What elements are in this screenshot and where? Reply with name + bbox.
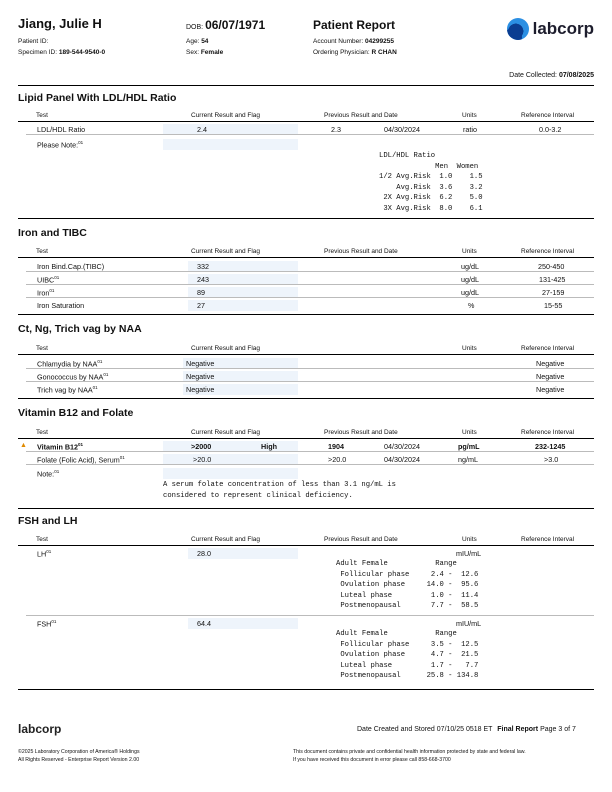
- test-name: LDL/HDL Ratio: [37, 125, 86, 134]
- table-row: [18, 454, 594, 464]
- note-sup: 01: [78, 140, 84, 145]
- row-line: [26, 297, 594, 298]
- table-header-line: [18, 121, 594, 122]
- col-current: Current Result and Flag: [191, 429, 261, 436]
- reference-interval: 27-159: [542, 288, 565, 297]
- col-units: Units: [462, 536, 477, 543]
- header-divider: [18, 85, 594, 86]
- ordering-physician: [313, 49, 397, 56]
- test-name-text: Chlamydia by NAA: [37, 359, 98, 369]
- result-shade: [163, 468, 298, 479]
- report-title: Patient Report: [313, 18, 396, 32]
- age-label: Age:: [186, 38, 200, 45]
- test-name: [37, 619, 56, 628]
- col-test: Test: [36, 345, 48, 352]
- test-name: Iron Saturation: [37, 301, 85, 310]
- previous-date: 04/30/2024: [384, 125, 420, 134]
- test-sup: 01: [49, 288, 55, 293]
- dob-value: 06/07/1971: [205, 18, 266, 32]
- report-header: [18, 16, 594, 64]
- ldl-hdl-risk-table: LDL/HDL Ratio Men Women 1/2 Avg.Risk 1.0 1.5 Avg.Risk 3.6 3.2 2X Avg.Risk 6.2 5.0 3X Avg.Risk 8.0 6.1: [379, 152, 483, 213]
- folate-note: A serum folate concentration of less than 3.1 ng/mL is considered to represent clinical deficiency.: [163, 481, 396, 500]
- col-ref: Reference Interval: [521, 345, 575, 352]
- test-name: [37, 372, 108, 381]
- col-previous: Previous Result and Date: [324, 248, 398, 255]
- table-row: [18, 384, 594, 394]
- section-title: Ct, Ng, Trich vag by NAA: [18, 323, 142, 335]
- copyright-line-2: All Rights Reserved - Enterprise Report Version 2.00: [18, 757, 140, 763]
- dob: [186, 18, 265, 32]
- note-row: [18, 468, 594, 478]
- test-name: [37, 359, 102, 368]
- test-name: [37, 455, 125, 464]
- current-result: 243: [197, 275, 209, 284]
- current-result: >2000: [191, 442, 212, 451]
- test-name: Iron Bind.Cap.(TIBC): [37, 262, 105, 271]
- col-previous: Previous Result and Date: [324, 112, 398, 119]
- physician-label: Ordering Physician:: [313, 49, 370, 56]
- sex: [186, 49, 223, 56]
- col-previous: Previous Result and Date: [324, 429, 398, 436]
- col-previous: Previous Result and Date: [324, 536, 398, 543]
- sex-value: Female: [200, 49, 224, 56]
- units: ng/mL: [458, 455, 478, 464]
- labcorp-logo-icon: [507, 18, 529, 40]
- lh-reference-ranges: Adult Female Range Follicular phase 2.4 - 12.6 Ovulation phase 14.0 - 95.6 Luteal phase 1.0 - 11.4 Postmenopausal 7.7 - 58.5: [336, 560, 479, 610]
- labcorp-logo: [507, 18, 594, 40]
- test-sup: 01: [51, 619, 57, 624]
- table-header-line: [18, 354, 594, 355]
- col-units: Units: [462, 112, 477, 119]
- table-row: [18, 358, 594, 368]
- physician-value: R CHAN: [371, 49, 397, 56]
- units: pg/mL: [458, 442, 480, 451]
- specimen-label: Specimen ID:: [18, 49, 58, 56]
- patient-id-label: Patient ID:: [18, 38, 49, 45]
- col-units: Units: [462, 429, 477, 436]
- section-title: Lipid Panel With LDL/HDL Ratio: [18, 92, 177, 104]
- test-name-text: Vitamin B12: [37, 442, 79, 452]
- col-test: Test: [36, 112, 48, 119]
- section-divider: [18, 314, 594, 315]
- privacy-line-1: This document contains private and confidential health information protected by state and federal law.: [293, 749, 526, 755]
- section-title: FSH and LH: [18, 515, 78, 527]
- note-label: [37, 469, 59, 478]
- table-row: [18, 618, 594, 628]
- test-sup: 01: [103, 372, 109, 377]
- patient-name: Jiang, Julie H: [18, 16, 102, 31]
- col-current: Current Result and Flag: [191, 112, 261, 119]
- reference-interval: 250-450: [538, 262, 565, 271]
- account-label: Account Number:: [313, 38, 364, 45]
- row-line: [26, 615, 594, 616]
- test-sup: 01: [78, 442, 84, 447]
- specimen-id: [18, 49, 105, 56]
- note-label-text: Note:: [37, 469, 55, 479]
- units: ratio: [463, 125, 477, 134]
- units: %: [468, 301, 475, 310]
- account-value: 04299255: [365, 38, 394, 45]
- footer-stored: [357, 726, 576, 733]
- col-ref: Reference Interval: [521, 248, 575, 255]
- test-name-text: Trich vag by NAA: [37, 385, 93, 395]
- test-name: [37, 385, 98, 394]
- row-line: [26, 464, 594, 465]
- sex-label: Sex:: [186, 49, 200, 56]
- stored-value: 07/10/25 0518 ET: [436, 726, 493, 733]
- section-divider: [18, 218, 594, 219]
- col-current: Current Result and Flag: [191, 345, 261, 352]
- copyright-line-1: ©2025 Laboratory Corporation of America® Holdings: [18, 749, 140, 755]
- table-row: [18, 261, 594, 271]
- test-name-text: LH: [37, 549, 47, 559]
- row-line: [26, 134, 594, 135]
- current-result: 64.4: [197, 619, 211, 628]
- units: mIU/mL: [456, 549, 482, 558]
- age-value: 54: [201, 38, 209, 45]
- col-ref: Reference Interval: [521, 536, 575, 543]
- table-header-line: [18, 545, 594, 546]
- note-label-text: Please Note:: [37, 140, 79, 150]
- table-row: [18, 300, 594, 310]
- test-sup: 01: [46, 549, 52, 554]
- reference-interval: >3.0: [544, 455, 559, 464]
- col-units: Units: [462, 345, 477, 352]
- reference-interval: 131-425: [539, 275, 566, 284]
- test-sup: 01: [97, 359, 103, 364]
- units: ug/dL: [461, 288, 479, 297]
- row-line: [26, 368, 594, 369]
- col-current: Current Result and Flag: [191, 248, 261, 255]
- current-result: 2.4: [197, 125, 207, 134]
- test-name: [37, 288, 54, 297]
- note-row: [18, 139, 594, 149]
- result-flag: High: [261, 442, 277, 451]
- logo-text: labcorp: [532, 19, 594, 38]
- section-divider: [18, 689, 594, 690]
- test-name-text: FSH: [37, 619, 52, 629]
- page-number: Page 3 of 7: [540, 726, 576, 733]
- test-sup: 01: [119, 455, 125, 460]
- footer-logo: labcorp: [18, 722, 62, 736]
- section-lipid: [18, 92, 594, 217]
- col-ref: Reference Interval: [521, 112, 575, 119]
- table-row: [18, 287, 594, 297]
- current-result: Negative: [186, 359, 215, 368]
- current-result: Negative: [186, 372, 215, 381]
- reference-interval: 232-1245: [535, 442, 566, 451]
- table-row: [18, 274, 594, 284]
- note-label: [37, 140, 83, 149]
- account-number: [313, 38, 394, 45]
- reference-interval: Negative: [536, 385, 565, 394]
- collected-value: 07/08/2025: [558, 72, 594, 79]
- reference-interval: Negative: [536, 372, 565, 381]
- previous-date: 04/30/2024: [384, 455, 420, 464]
- section-divider: [18, 398, 594, 399]
- test-name-text: Folate (Folic Acid), Serum: [37, 455, 120, 465]
- reference-interval: 0.0-3.2: [539, 125, 562, 134]
- col-test: Test: [36, 536, 48, 543]
- units: ug/dL: [461, 262, 479, 271]
- table-row: [18, 548, 594, 558]
- current-result: 332: [197, 262, 209, 271]
- date-collected: [509, 72, 594, 79]
- current-result: 27: [197, 301, 205, 310]
- test-sup: 01: [92, 385, 98, 390]
- col-units: Units: [462, 248, 477, 255]
- units: ug/dL: [461, 275, 479, 284]
- table-row: [18, 371, 594, 381]
- final-report-label: Final Report: [497, 726, 539, 733]
- privacy-line-2: If you have received this document in error please call 858-668-3700: [293, 757, 451, 763]
- section-title: Iron and TIBC: [18, 227, 87, 239]
- stored-label: Date Created and Stored: [357, 726, 435, 733]
- col-ref: Reference Interval: [521, 429, 575, 436]
- section-fsh-lh: [18, 515, 594, 690]
- test-name: [37, 442, 83, 451]
- row-line: [26, 451, 594, 452]
- current-result: Negative: [186, 385, 215, 394]
- table-header-line: [18, 438, 594, 439]
- dob-label: DOB:: [186, 24, 204, 31]
- previous-date: 04/30/2024: [384, 442, 420, 451]
- warning-triangle-icon: ▲: [20, 442, 27, 449]
- current-result: 89: [197, 288, 205, 297]
- section-naa: [18, 323, 594, 398]
- section-b12-folate: [18, 407, 594, 507]
- row-line: [26, 284, 594, 285]
- previous-result: 2.3: [331, 125, 341, 134]
- row-line: [26, 381, 594, 382]
- col-test: Test: [36, 248, 48, 255]
- test-sup: 01: [54, 275, 60, 280]
- current-result: >20.0: [193, 455, 212, 464]
- table-row: [18, 124, 594, 134]
- test-name-text: Gonococcus by NAA: [37, 372, 104, 382]
- previous-result: >20.0: [328, 455, 347, 464]
- specimen-value: 189-544-9540-0: [58, 49, 106, 56]
- table-header-line: [18, 257, 594, 258]
- test-name: [37, 275, 59, 284]
- section-iron: [18, 227, 594, 322]
- note-sup: 01: [54, 469, 60, 474]
- page-footer: [18, 722, 594, 772]
- collected-label: Date Collected:: [509, 72, 557, 79]
- section-divider: [18, 508, 594, 509]
- test-name-text: Iron: [37, 288, 50, 298]
- reference-interval: Negative: [536, 359, 565, 368]
- fsh-reference-ranges: Adult Female Range Follicular phase 3.5 - 12.5 Ovulation phase 4.7 - 21.5 Luteal phase 1.7 - 7.7 Postmenopausal 25.8 - 134.8: [336, 630, 479, 680]
- current-result: 28.0: [197, 549, 211, 558]
- test-name-text: UIBC: [37, 275, 55, 285]
- table-row-flagged: [18, 441, 594, 451]
- units: mIU/mL: [456, 619, 482, 628]
- previous-result: 1904: [328, 442, 344, 451]
- reference-interval: 15-55: [544, 301, 563, 310]
- result-shade: [163, 139, 298, 150]
- age: [186, 38, 208, 45]
- test-name: [37, 549, 51, 558]
- col-current: Current Result and Flag: [191, 536, 261, 543]
- section-title: Vitamin B12 and Folate: [18, 407, 134, 419]
- col-test: Test: [36, 429, 48, 436]
- row-line: [26, 271, 594, 272]
